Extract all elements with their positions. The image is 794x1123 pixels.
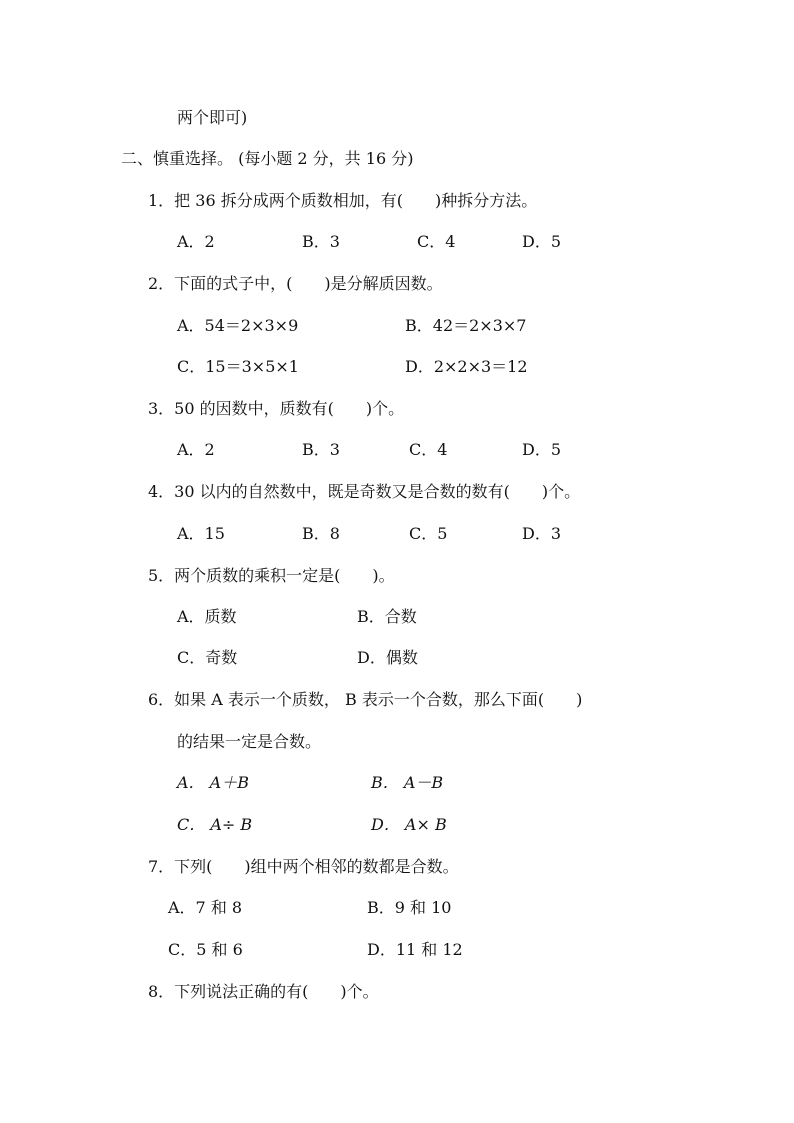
question-3-stem: 3．50 的因数中，质数有( )个。	[148, 399, 405, 418]
question-6-stem-continued: 的结果一定是合数。	[177, 732, 322, 751]
q7-option-a: A．7 和 8	[168, 898, 243, 917]
q6-option-b: B． A－B	[371, 773, 444, 792]
q4-option-a: A．15	[177, 524, 225, 543]
question-6-stem: 6．如果 A 表示一个质数， B 表示一个合数，那么下面( )	[148, 690, 583, 709]
q6-option-c: C． A÷ B	[177, 815, 253, 834]
q4-option-d: D．3	[522, 524, 562, 543]
q2-option-b: B．42＝2×3×7	[405, 316, 527, 335]
question-8-stem: 8．下列说法正确的有( )个。	[148, 982, 379, 1001]
q6-option-d: D． A× B	[371, 815, 447, 834]
q3-option-c: C．4	[409, 440, 448, 459]
q7-option-b: B．9 和 10	[367, 898, 452, 917]
question-5-stem: 5．两个质数的乘积一定是( )。	[148, 566, 395, 585]
q3-option-a: A．2	[177, 440, 215, 459]
question-7-stem: 7．下列( )组中两个相邻的数都是合数。	[148, 857, 459, 876]
q2-option-c: C．15＝3×5×1	[177, 357, 299, 376]
question-1-stem: 1．把 36 拆分成两个质数相加，有( )种拆分方法。	[148, 191, 538, 210]
q7-option-d: D．11 和 12	[367, 940, 463, 959]
q6-option-a: A． A＋B	[177, 773, 249, 792]
q4-option-c: C．5	[409, 524, 448, 543]
q5-option-b: B．合数	[357, 607, 417, 626]
question-4-stem: 4．30 以内的自然数中，既是奇数又是合数的数有( )个。	[148, 482, 581, 501]
q2-option-d: D．2×2×3＝12	[405, 357, 528, 376]
q1-option-c: C．4	[417, 232, 456, 251]
section-title: 二、慎重选择。 (每小题 2 分，共 16 分)	[121, 149, 414, 168]
q7-option-c: C．5 和 6	[168, 940, 243, 959]
q1-option-b: B．3	[302, 232, 340, 251]
q3-option-d: D．5	[522, 440, 562, 459]
q4-option-b: B．8	[302, 524, 340, 543]
q5-option-a: A．质数	[177, 607, 237, 626]
q5-option-c: C．奇数	[177, 648, 238, 667]
question-2-stem: 2．下面的式子中，( )是分解质因数。	[148, 274, 443, 293]
continuation-text: 两个即可)	[177, 108, 248, 127]
q2-option-a: A．54＝2×3×9	[177, 316, 299, 335]
q1-option-a: A．2	[177, 232, 215, 251]
q3-option-b: B．3	[302, 440, 340, 459]
q5-option-d: D．偶数	[357, 648, 418, 667]
q1-option-d: D．5	[522, 232, 562, 251]
